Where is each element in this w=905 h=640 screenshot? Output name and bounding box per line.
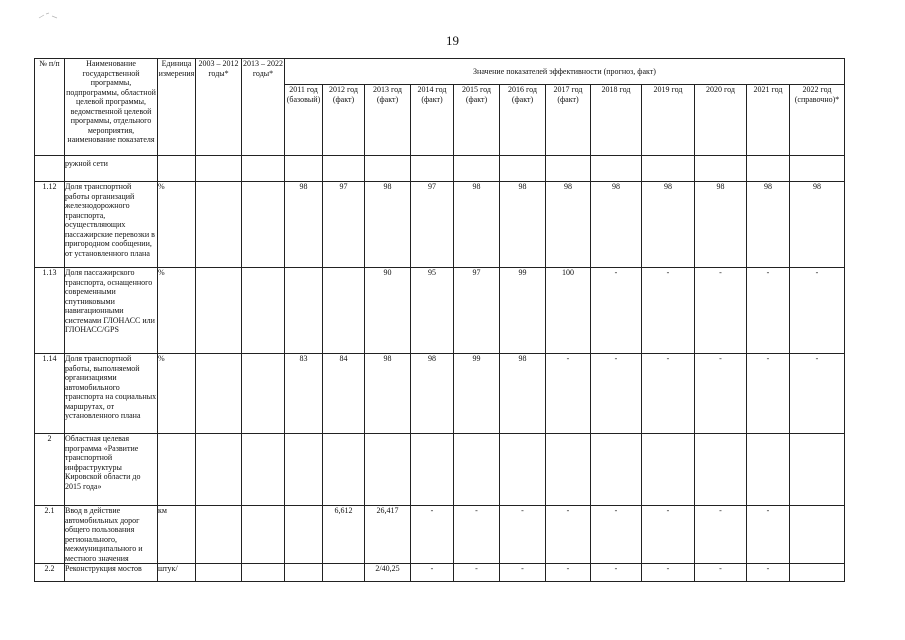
row-value-cell [365,156,411,182]
row-name-cell: Областная целевая программа «Развитие транспортной инфраструктуры Кировской области до 2015 года» [65,434,158,506]
table-row [35,156,845,182]
row-period-cell [196,156,242,182]
table-row [35,564,845,582]
row-value-cell: - [747,564,790,582]
row-value-cell [790,564,845,582]
row-value-cell: 98 [546,182,591,268]
row-period-cell [196,434,242,506]
row-value-cell: 98 [454,182,500,268]
row-value-cell: 98 [365,182,411,268]
row-value-cell [323,268,365,354]
row-value-cell [642,434,695,506]
header-period-2003-2012: 2003 – 2012 годы* [196,59,242,156]
scan-speck-mark [38,10,60,20]
header-year: 2018 год [591,85,642,156]
row-name-cell: Реконструкция мостов [65,564,158,582]
row-value-cell [323,564,365,582]
page-number: 19 [446,33,459,48]
row-value-cell: 98 [591,182,642,268]
row-value-cell [285,434,323,506]
row-value-cell: 98 [500,354,546,434]
row-value-cell: 83 [285,354,323,434]
row-unit-cell [158,156,196,182]
row-value-cell [500,156,546,182]
row-value-cell: 99 [454,354,500,434]
row-value-cell [546,156,591,182]
row-value-cell [642,156,695,182]
row-period-cell [242,268,285,354]
row-value-cell: 98 [642,182,695,268]
row-value-cell: 95 [411,268,454,354]
row-value-cell [454,156,500,182]
row-value-cell: 26,417 [365,506,411,564]
row-period-cell [196,354,242,434]
header-unit: Единица измерения [158,59,196,156]
row-value-cell: - [411,506,454,564]
row-value-cell [790,156,845,182]
row-period-cell [196,182,242,268]
row-value-cell [546,434,591,506]
row-value-cell [285,564,323,582]
row-value-cell: - [642,506,695,564]
row-unit-cell [158,434,196,506]
row-number-cell: 2.2 [35,564,65,582]
row-period-cell [242,182,285,268]
table-row [35,354,845,434]
row-name-cell: Доля пассажирского транспорта, оснащенного современными спутниковыми навигационными системами ГЛОНАСС или ГЛОНАСС/GPS [65,268,158,354]
row-value-cell: - [546,564,591,582]
row-value-cell: 98 [747,182,790,268]
row-value-cell [285,156,323,182]
row-value-cell: 84 [323,354,365,434]
row-value-cell: - [695,354,747,434]
row-value-cell: 98 [695,182,747,268]
header-row-1 [35,59,845,85]
row-value-cell: 97 [323,182,365,268]
row-number-cell: 1.12 [35,182,65,268]
header-year: 2016 год (факт) [500,85,546,156]
row-period-cell [196,506,242,564]
row-value-cell [695,156,747,182]
row-period-cell [242,354,285,434]
row-value-cell: 97 [411,182,454,268]
row-value-cell: - [546,506,591,564]
row-period-cell [196,564,242,582]
row-value-cell: - [642,268,695,354]
header-name: Наименование государственной программы, подпрограммы, областной целевой программы, ведомственной целевой программы, отдельного мероприятия, наименование показателя [65,59,158,156]
header-year: 2021 год [747,85,790,156]
header-year: 2015 год (факт) [454,85,500,156]
row-value-cell [790,506,845,564]
row-period-cell [242,434,285,506]
row-period-cell [196,268,242,354]
row-name-cell: Ввод в действие автомобильных дорог общего пользования регионального, межмуниципального и местного значения [65,506,158,564]
row-name-cell: Доля транспортной работы, выполняемой организациями автомобильного транспорта на социальных маршрутах, от установленного плана [65,354,158,434]
row-value-cell: - [591,564,642,582]
table-row [35,506,845,564]
row-number-cell: 2.1 [35,506,65,564]
row-value-cell: 100 [546,268,591,354]
header-year: 2011 год (базовый) [285,85,323,156]
row-value-cell [285,268,323,354]
row-value-cell: - [591,354,642,434]
row-value-cell: - [747,354,790,434]
row-unit-cell: км [158,506,196,564]
indicators-table [34,58,845,582]
header-year: 2020 год [695,85,747,156]
row-value-cell [411,434,454,506]
header-values-group: Значение показателей эффективности (прогноз, факт) [285,59,845,85]
row-value-cell [591,434,642,506]
row-value-cell: - [454,564,500,582]
row-value-cell: 90 [365,268,411,354]
row-value-cell [323,434,365,506]
row-unit-cell: % [158,182,196,268]
row-name-cell: Доля транспортной работы организаций железнодорожного транспорта, осуществляющих пассажирские перевозки в пригородном сообщении, от установленного плана [65,182,158,268]
row-number-cell: 2 [35,434,65,506]
table-row [35,182,845,268]
row-value-cell [747,156,790,182]
row-value-cell: - [747,268,790,354]
row-value-cell: - [546,354,591,434]
row-value-cell [411,156,454,182]
header-year: 2012 год (факт) [323,85,365,156]
header-year: 2013 год (факт) [365,85,411,156]
row-value-cell: 2/40,25 [365,564,411,582]
row-value-cell: 98 [790,182,845,268]
row-value-cell: - [454,506,500,564]
row-value-cell: - [642,564,695,582]
row-value-cell: 6,612 [323,506,365,564]
row-value-cell: - [790,354,845,434]
row-value-cell: - [695,268,747,354]
row-value-cell: - [695,506,747,564]
row-value-cell: - [642,354,695,434]
header-period-2013-2022: 2013 – 2022 годы* [242,59,285,156]
table-row [35,268,845,354]
header-year: 2017 год (факт) [546,85,591,156]
row-number-cell [35,156,65,182]
row-unit-cell: % [158,354,196,434]
row-value-cell [500,434,546,506]
row-period-cell [242,506,285,564]
row-value-cell: - [591,268,642,354]
row-value-cell: - [500,506,546,564]
row-value-cell: - [790,268,845,354]
row-value-cell [591,156,642,182]
row-value-cell [285,506,323,564]
row-value-cell: - [695,564,747,582]
row-value-cell: 99 [500,268,546,354]
row-value-cell: - [591,506,642,564]
row-value-cell: - [500,564,546,582]
row-period-cell [242,564,285,582]
row-number-cell: 1.14 [35,354,65,434]
row-unit-cell: % [158,268,196,354]
header-year: 2022 год (справочно)* [790,85,845,156]
row-value-cell: 98 [285,182,323,268]
row-number-cell: 1.13 [35,268,65,354]
row-value-cell: - [747,506,790,564]
row-name-cell: ружной сети [65,156,158,182]
row-value-cell [454,434,500,506]
row-value-cell: 98 [411,354,454,434]
header-year: 2014 год (факт) [411,85,454,156]
row-value-cell: 97 [454,268,500,354]
row-value-cell: - [411,564,454,582]
header-year: 2019 год [642,85,695,156]
table-row [35,434,845,506]
row-value-cell [695,434,747,506]
row-value-cell: 98 [500,182,546,268]
row-value-cell [790,434,845,506]
header-no: № п/п [35,59,65,156]
row-unit-cell: штук/ [158,564,196,582]
row-value-cell [365,434,411,506]
row-value-cell [323,156,365,182]
row-value-cell [747,434,790,506]
row-value-cell: 98 [365,354,411,434]
row-period-cell [242,156,285,182]
